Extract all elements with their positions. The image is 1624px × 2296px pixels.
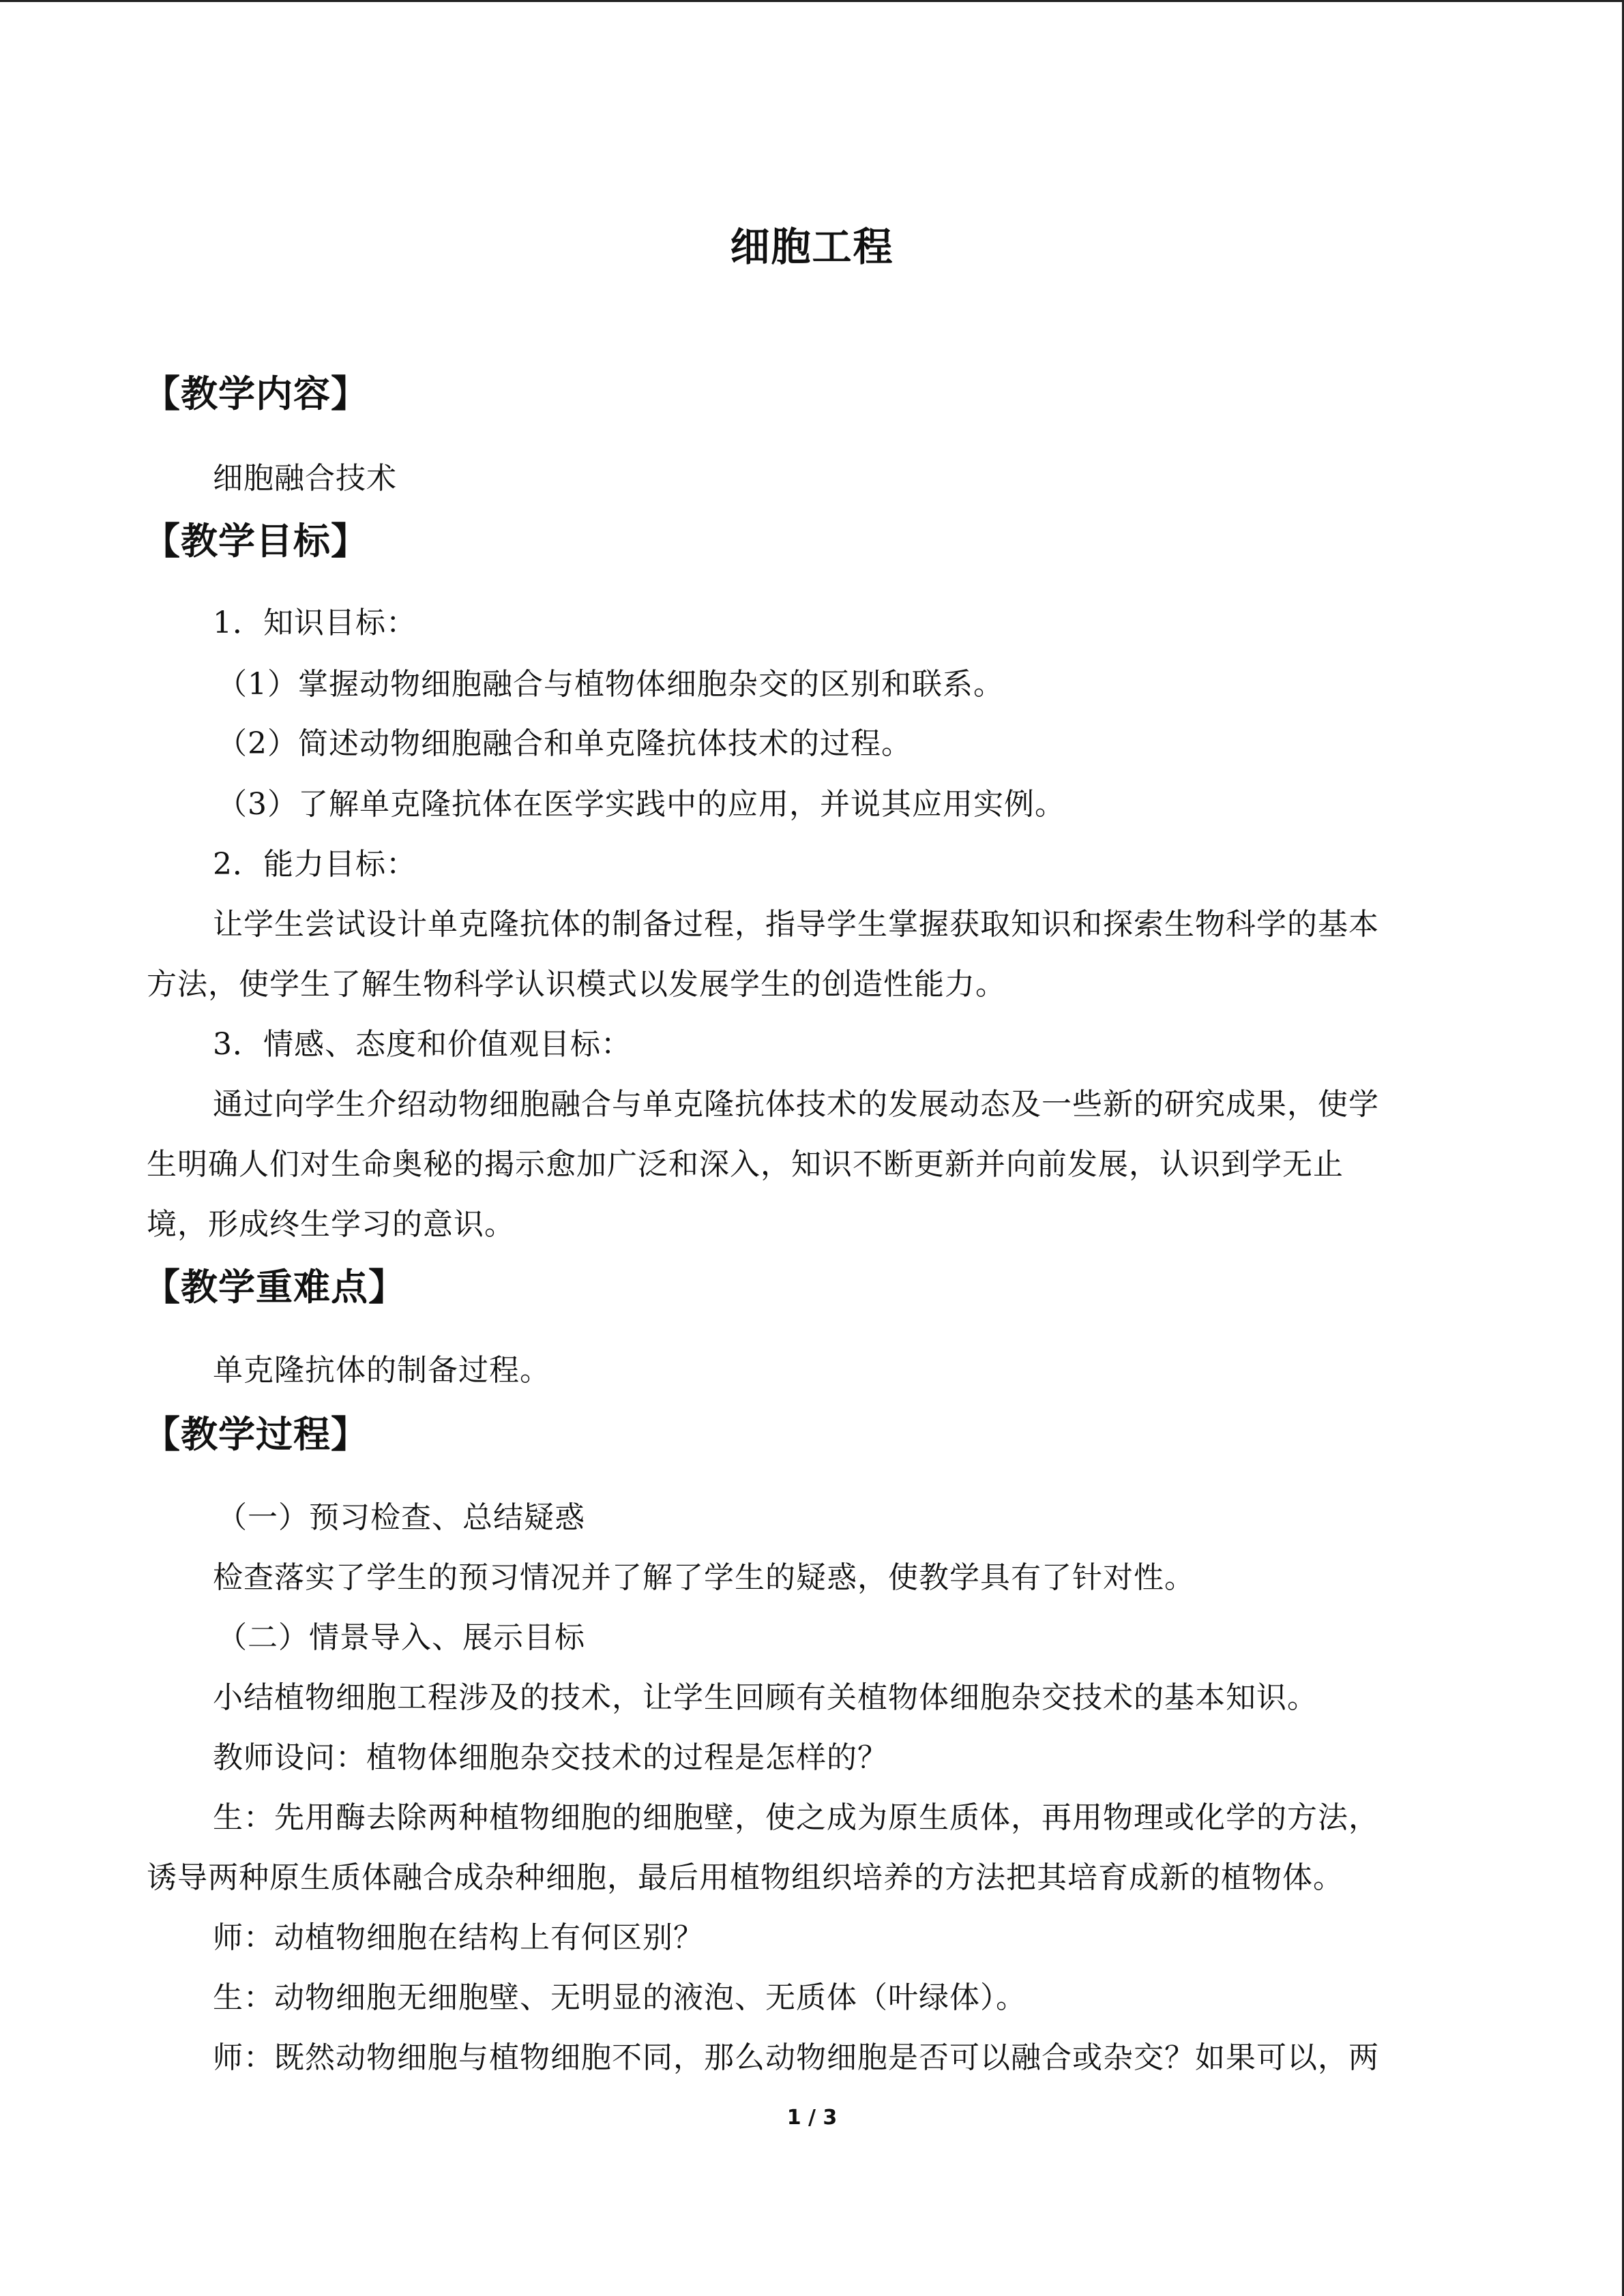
section-heading-content: 【教学内容】 [143,372,368,415]
document-title: 细胞工程 [730,224,894,270]
section-heading-objectives: 【教学目标】 [143,519,368,563]
paragraph-line: 2．能力目标： [213,847,417,882]
paragraph-line: 生：先用酶去除两种植物细胞的细胞壁，使之成为原生质体，再用物理或化学的方法， [213,1800,1379,1835]
paragraph-line: 师：动植物细胞在结构上有何区别？ [213,1920,704,1955]
section-heading-key-points: 【教学重难点】 [143,1265,406,1309]
paragraph-line: 细胞融合技术 [213,461,397,496]
paragraph-line: （一）预习检查、总结疑惑 [217,1500,585,1535]
paragraph-line: 诱导两种原生质体融合成杂种细胞，最后用植物组织培养的方法把其培育成新的植物体。 [147,1860,1344,1895]
paragraph-line: 小结植物细胞工程涉及的技术，让学生回顾有关植物体细胞杂交技术的基本知识。 [213,1680,1318,1715]
paragraph-line: 单克隆抗体的制备过程。 [213,1353,550,1388]
paragraph-line: 让学生尝试设计单克隆抗体的制备过程，指导学生掌握获取知识和探索生物科学的基本 [213,907,1379,942]
paragraph-line: 生：动物细胞无细胞壁、无明显的液泡、无质体（叶绿体）。 [213,1980,1027,2015]
paragraph-line: 教师设问：植物体细胞杂交技术的过程是怎样的？ [213,1740,888,1775]
section-heading-process: 【教学过程】 [143,1412,368,1456]
paragraph-line: （二）情景导入、展示目标 [217,1620,585,1655]
paragraph-line: 检查落实了学生的预习情况并了解了学生的疑惑，使教学具有了针对性。 [213,1560,1195,1595]
paragraph-line: （2）简述动物细胞融合和单克隆抗体技术的过程。 [217,726,912,761]
paragraph-line: 通过向学生介绍动物细胞融合与单克隆抗体技术的发展动态及一些新的研究成果，使学 [213,1087,1379,1122]
paragraph-line: （3）了解单克隆抗体在医学实践中的应用，并说其应用实例。 [217,787,1065,822]
paragraph-line: 方法，使学生了解生物科学认识模式以发展学生的创造性能力。 [147,967,1006,1002]
paragraph-line: 生明确人们对生命奥秘的揭示愈加广泛和深入，知识不断更新并向前发展，认识到学无止 [147,1147,1344,1182]
paragraph-line: 1．知识目标： [213,606,417,640]
paragraph-line: （1）掌握动物细胞融合与植物体细胞杂交的区别和联系。 [217,667,1004,702]
paragraph-line: 3．情感、态度和价值观目标： [213,1027,632,1062]
page-number: 1 / 3 [786,2106,838,2130]
paragraph-line: 师：既然动物细胞与植物细胞不同，那么动物细胞是否可以融合或杂交？如果可以，两 [213,2040,1379,2075]
paragraph-line: 境，形成终生学习的意识。 [147,1207,515,1242]
